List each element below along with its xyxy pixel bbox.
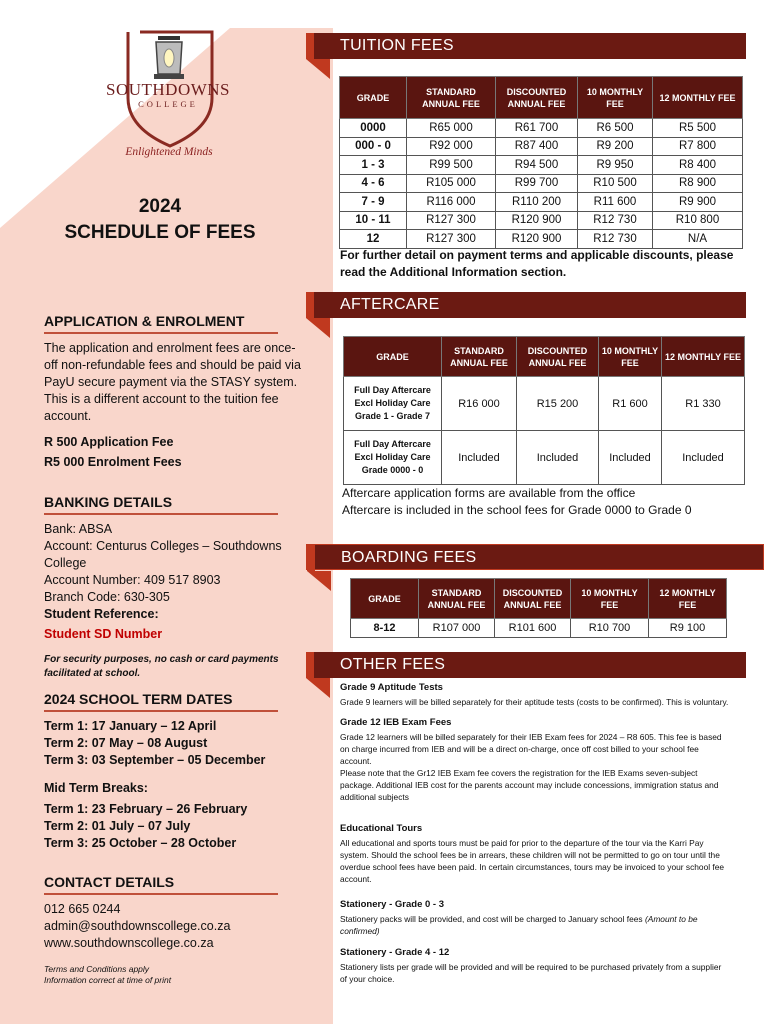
aftercare-table [343,336,745,485]
table-header: 10 MONTHLY FEE [599,337,662,377]
aptitude-heading: Grade 9 Aptitude Tests [340,682,443,693]
banking-section [44,494,302,681]
table-cell: R9 100 [649,619,727,638]
ieb-text-2: Please note that the Gr12 IEB Exam fee covers the registration for the IEB Exams seven-subject package. Additional IEB cost for the parents account may include concessions, immigration status and additional subjects [340,768,719,802]
table-row [340,174,743,193]
application-section [44,313,302,471]
contact-phone: 012 665 0244 [44,902,121,916]
table-cell: R10 700 [571,619,649,638]
bank-branch-code: Branch Code: 630-305 [44,590,170,604]
contact-heading: CONTACT DETAILS [44,874,278,895]
table-cell: R87 400 [496,137,578,156]
table-row [344,377,745,431]
logo-tagline: Enlightened Minds [125,146,213,158]
tuition-header-bar [306,33,746,59]
aftercare-notes [342,485,752,519]
cell-grade: 8-12 [351,619,419,638]
table-cell: R9 950 [578,156,653,175]
table-cell: R65 000 [407,119,496,138]
mid-term-item: Term 1: 23 February – 26 February [44,802,248,816]
table-row [340,193,743,212]
aptitude-text: Grade 9 learners will be billed separately for their aptitude tests (costs to be confirmed). This is voluntary. [340,697,729,707]
security-note: For security purposes, no cash or card payments facilitated at school. [44,654,279,679]
table-cell: R120 900 [496,211,578,230]
table-cell: R10 800 [653,211,743,230]
table-cell: R10 500 [578,174,653,193]
enrolment-fee: R5 000 Enrolment Fees [44,455,182,469]
ieb-heading: Grade 12 IEB Exam Fees [340,717,452,728]
table-cell: R92 000 [407,137,496,156]
table-row [340,211,743,230]
table-cell: Included [662,431,745,485]
other-fees-heading: OTHER FEES [340,656,446,673]
table-header: 12 MONTHLY FEE [662,337,745,377]
other-fees-header-bar [306,652,746,678]
table-header: DISCOUNTED ANNUAL FEE [517,337,599,377]
table-cell: R12 730 [578,211,653,230]
banking-heading: BANKING DETAILS [44,494,278,515]
table-cell: Included [517,431,599,485]
table-row [344,431,745,485]
stationery-junior-text [340,913,730,937]
student-reference-value: Student SD Number [44,627,163,641]
application-heading: APPLICATION & ENROLMENT [44,313,278,334]
table-header: 12 MONTHLY FEE [649,579,727,619]
table-cell: R107 000 [419,619,495,638]
table-cell: R8 400 [653,156,743,175]
cell-grade: 000 - 0 [340,137,407,156]
info-correct-note: Information correct at time of print [44,975,172,985]
table-header: GRADE [351,579,419,619]
bank-account-number: Account Number: 409 517 8903 [44,573,221,587]
table-cell: R127 300 [407,230,496,249]
tuition-table [339,76,743,249]
contact-email[interactable]: admin@southdownscollege.co.za [44,919,231,933]
cell-grade: 0000 [340,119,407,138]
aftercare-header-bar [306,292,746,318]
table-cell: R110 200 [496,193,578,212]
table-row [340,230,743,249]
cell-grade: Full Day Aftercare Excl Holiday Care Grade 0000 - 0 [344,431,442,485]
term-item: Term 3: 03 September – 05 December [44,753,266,767]
table-cell: R9 200 [578,137,653,156]
table-cell: R127 300 [407,211,496,230]
cell-grade: 10 - 11 [340,211,407,230]
table-header: DISCOUNTED ANNUAL FEE [495,579,571,619]
table-row [340,137,743,156]
table-row [351,619,727,638]
table-header: STANDARD ANNUAL FEE [419,579,495,619]
table-header: 12 MONTHLY FEE [653,77,743,119]
tuition-note: For further detail on payment terms and applicable discounts, please read the Additional Information section. [340,248,734,279]
mid-term-item: Term 2: 01 July – 07 July [44,819,191,833]
logo-name: SOUTHDOWNS [106,80,230,99]
term-item: Term 2: 07 May – 08 August [44,736,208,750]
aftercare-heading: AFTERCARE [340,296,440,313]
application-body: The application and enrolment fees are once-off non-refundable fees and should be paid via PayU secure payment via the STASY system. This is a different account to the tuition fee account. [44,341,301,423]
tours-text: All educational and sports tours must be paid for prior to the departure of the tour via the Karri Pay system. Should the school fees be in arrears, these children will not be permitted to go on tour until the overdue school fees have been paid. In certain circumstances, tours may be invoiced to your school fee account. [340,838,725,884]
table-cell: R11 600 [578,193,653,212]
table-cell: R94 500 [496,156,578,175]
table-cell: R1 600 [599,377,662,431]
bank-name: Bank: ABSA [44,522,113,536]
aftercare-note-1: Aftercare application forms are available from the office [342,486,636,500]
table-cell: R7 800 [653,137,743,156]
table-cell: R12 730 [578,230,653,249]
table-cell: R8 900 [653,174,743,193]
term-item: Term 1: 17 January – 12 April [44,719,217,733]
table-cell: R5 500 [653,119,743,138]
table-cell: R15 200 [517,377,599,431]
bank-account: Account: Centurus Colleges – Southdowns College [44,539,282,570]
term-dates-section [44,691,302,852]
mid-term-item: Term 3: 25 October – 28 October [44,836,237,850]
table-cell: R116 000 [407,193,496,212]
table-cell: R120 900 [496,230,578,249]
table-cell: Included [599,431,662,485]
application-fee: R 500 Application Fee [44,435,174,449]
table-row [340,119,743,138]
table-cell: R6 500 [578,119,653,138]
table-cell: R99 500 [407,156,496,175]
table-header: DISCOUNTED ANNUAL FEE [496,77,578,119]
term-dates-heading: 2024 SCHOOL TERM DATES [44,691,278,712]
other-fees-content [340,682,730,985]
table-cell: R9 900 [653,193,743,212]
table-cell: R1 330 [662,377,745,431]
table-cell: R101 600 [495,619,571,638]
table-header: GRADE [344,337,442,377]
tuition-heading: TUITION FEES [340,37,454,54]
stationery-senior-text: Stationery lists per grade will be provided and will be required to be purchased privately from a supplier of your choice. [340,962,722,984]
aftercare-note-2: Aftercare is included in the school fees for Grade 0000 to Grade 0 [342,503,692,517]
table-cell: R16 000 [442,377,517,431]
logo-subname: COLLEGE [138,99,198,109]
mid-term-heading: Mid Term Breaks: [44,781,148,795]
table-cell: R105 000 [407,174,496,193]
boarding-heading: BOARDING FEES [341,549,477,566]
table-header: 10 MONTHLY FEE [571,579,649,619]
table-header: STANDARD ANNUAL FEE [407,77,496,119]
table-header: GRADE [340,77,407,119]
table-header: 10 MONTHLY FEE [578,77,653,119]
cell-grade: 7 - 9 [340,193,407,212]
table-cell: Included [442,431,517,485]
tours-heading: Educational Tours [340,823,423,834]
title-text: SCHEDULE OF FEES [64,222,256,243]
footer-note [44,964,302,986]
table-cell: R61 700 [496,119,578,138]
cell-grade: 1 - 3 [340,156,407,175]
contact-section [44,874,302,952]
terms-conditions-note: Terms and Conditions apply [44,964,150,974]
table-cell: R99 700 [496,174,578,193]
page-title [40,194,280,246]
cell-grade: Full Day Aftercare Excl Holiday Care Grade 1 - Grade 7 [344,377,442,431]
boarding-table [350,578,727,638]
contact-website[interactable]: www.southdownscollege.co.za [44,936,214,950]
cell-grade: 12 [340,230,407,249]
cell-grade: 4 - 6 [340,174,407,193]
stationery-junior-italic: (Amount to be confirmed) [340,914,698,936]
stationery-senior-heading: Stationery - Grade 4 - 12 [340,947,450,958]
stationery-junior-body: Stationery packs will be provided, and cost will be charged to January school fees [340,914,643,924]
stationery-junior-heading: Stationery - Grade 0 - 3 [340,899,445,910]
student-reference-label: Student Reference: [44,607,159,621]
ieb-text-1: Grade 12 learners will be billed separately for their IEB Exam fees for 2024 – R8 605. This fee is based on charge incurred from IEB and will be a direct on-charge, once off cost billed to your school fee account. [340,732,722,766]
table-header: STANDARD ANNUAL FEE [442,337,517,377]
boarding-header-bar [306,544,764,570]
table-cell: N/A [653,230,743,249]
table-row [340,156,743,175]
title-year: 2024 [138,196,182,217]
